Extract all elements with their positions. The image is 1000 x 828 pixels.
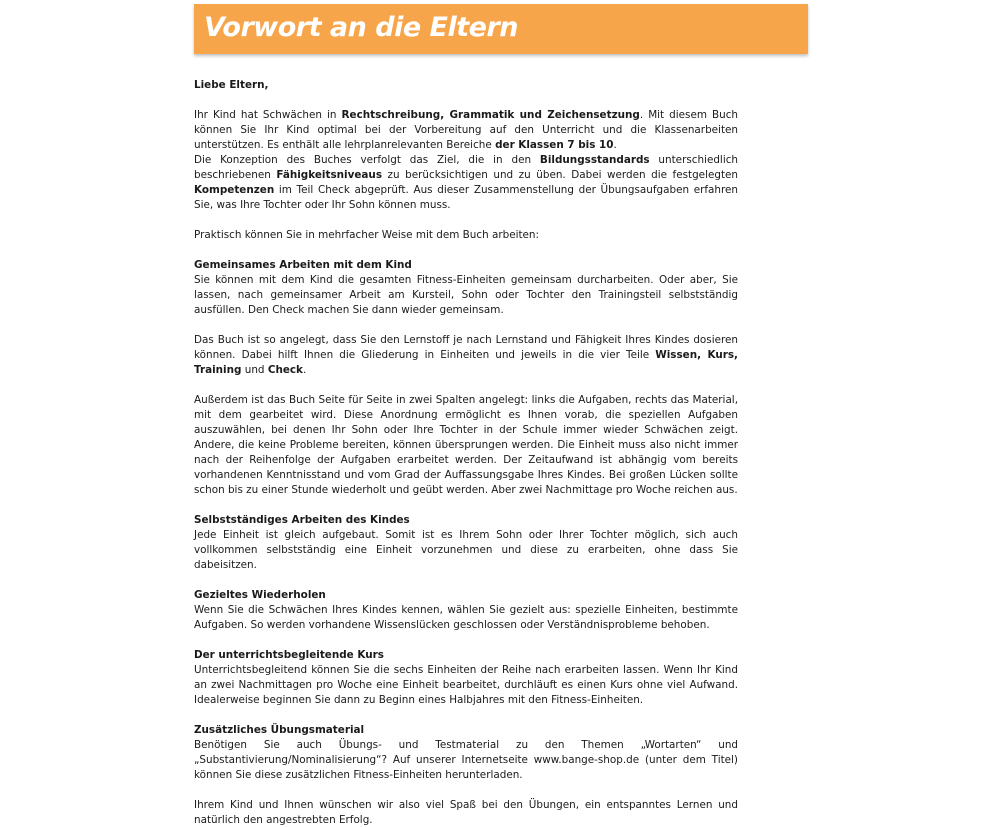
section-1-paragraph-3: Außerdem ist das Buch Seite für Seite in zwei Spalten angelegt: links die Aufgaben, rechts das Material, mit dem gearbeitet wird. Diese Anordnung ermöglicht es Ihnen vorab, die speziellen Aufgaben auszuwählen, bei denen Ihr Sohn oder Ihre Tochter in der Schule immer wieder Schwächen zeigt. Andere, die keine Probleme bereiten, können übersprungen werden. Die Einheit muss also nicht immer nach der Reihenfolge der Aufgaben erarbeitet werden. Der Zeitaufwand ist abhängig vom bereits vorhandenen Kenntnisstand und vom Grad der Auffassungsgabe Ihres Kindes. Bei großen Lücken sollte schon bis zu einer Stunde wiederholt und geübt werden. Aber zwei Nachmittage pro Woche reichen aus. xyxy=(194,394,738,496)
closing-paragraph: Ihrem Kind und Ihnen wünschen wir also viel Spaß bei den Übungen, ein entspanntes Lernen und natürlich den angestrebten Erfolg. xyxy=(194,799,738,826)
document-body xyxy=(194,78,738,828)
section-1-paragraph-1: Sie können mit dem Kind die gesamten Fitness-Einheiten gemeinsam durcharbeiten. Oder aber, Sie lassen, nach gemeinsamer Arbeit am Kursteil, Sohn oder Tochter den Trainingsteil selbstständig ausfüllen. Den Check machen Sie dann wieder gemeinsam. xyxy=(194,274,738,316)
section-heading-1: Gemeinsames Arbeiten mit dem Kind xyxy=(194,259,412,271)
section-heading-5: Zusätzliches Übungsmaterial xyxy=(194,724,365,736)
section-heading-4: Der unterrichtsbegleitende Kurs xyxy=(194,649,384,661)
greeting: Liebe Eltern, xyxy=(194,79,269,91)
section-3-text: Wenn Sie die Schwächen Ihres Kindes kennen, wählen Sie gezielt aus: spezielle Einheiten, bestimmte Aufgaben. So werden vorhandene Wissenslücken geschlossen oder Verständnisprobleme behoben. xyxy=(194,604,738,631)
section-2-text: Jede Einheit ist gleich aufgebaut. Somit ist es Ihrem Sohn oder Ihrer Tochter möglich, sich auch vollkommen selbstständig eine Einheit vorzunehmen und diese zu erarbeiten, ohne dass Sie dabeisitzen. xyxy=(194,529,738,571)
title-banner xyxy=(194,4,808,54)
section-4-text: Unterrichtsbegleitend können Sie die sechs Einheiten der Reihe nach erarbeiten lassen. Wenn Ihr Kind an zwei Nachmittagen pro Woche eine Einheit bearbeitet, durchläuft es einen Kurs ohne viel Aufwand. Idealerweise beginnen Sie dann zu Beginn eines Halbjahres mit den Fitness-Einheiten. xyxy=(194,664,738,706)
intro-paragraph-2: Die Konzeption des Buches verfolgt das Ziel, die in den Bildungsstandards unterschiedlich beschriebenen Fähigkeitsniveaus zu berücksichtigen und zu üben. Dabei werden die festgelegten Kompetenzen im Teil Check abgeprüft. Aus dieser Zusammenstellung der Übungsaufgaben erfahren Sie, was Ihre Tochter oder Ihr Sohn können muss. xyxy=(194,154,739,211)
section-heading-3: Gezieltes Wiederholen xyxy=(194,589,326,601)
section-5-text: Benötigen Sie auch Übungs- und Testmaterial zu den Themen „Wortarten“ und „Substantivierung/Nominalisierung“? Auf unserer Internetseite www.bange-shop.de (unter dem Titel) können Sie diese zusätzlichen Fitness-Einheiten herunterladen. xyxy=(194,739,738,781)
practical-intro: Praktisch können Sie in mehrfacher Weise mit dem Buch arbeiten: xyxy=(194,229,540,241)
section-heading-2: Selbstständiges Arbeiten des Kindes xyxy=(194,514,410,526)
section-1-paragraph-2: Das Buch ist so angelegt, dass Sie den Lernstoff je nach Lernstand und Fähigkeit Ihres Kindes dosieren können. Dabei hilft Ihnen die Gliederung in Einheiten und jeweils in die vier Teile Wissen, Kurs, Training und Check. xyxy=(194,334,738,376)
page-title: Vorwort an die Eltern xyxy=(204,12,519,43)
intro-paragraph-1: Ihr Kind hat Schwächen in Rechtschreibung, Grammatik und Zeichensetzung. Mit diesem Buch können Sie Ihr Kind optimal bei der Vorbereitung auf den Unterricht und die Klassenarbeiten unterstützen. Es enthält alle lehrplanrelevanten Bereiche der Klassen 7 bis 10. xyxy=(194,109,739,151)
